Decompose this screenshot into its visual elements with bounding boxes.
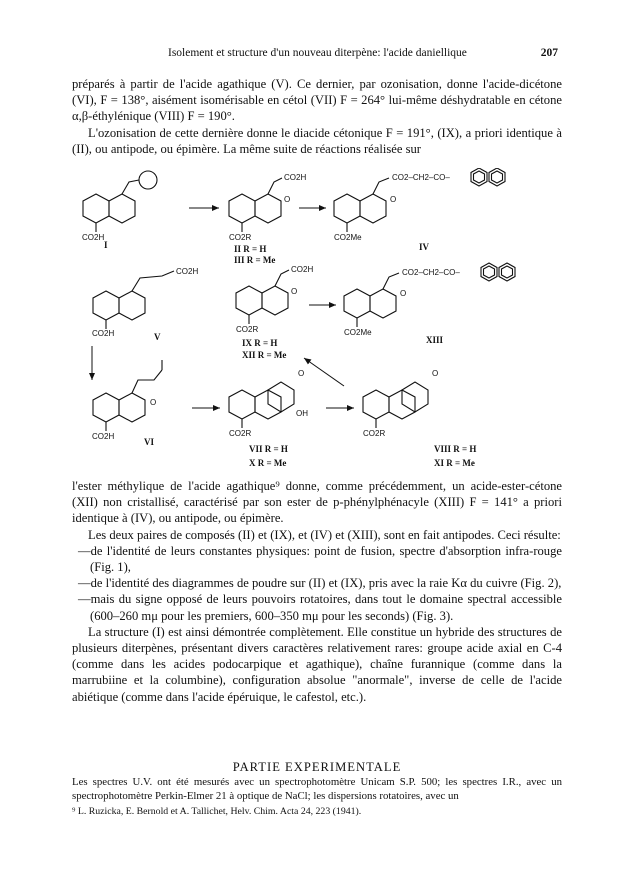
footnote: ⁹ L. Ruzicka, E. Bernold et A. Tallichet, Helv. Chim. Acta 24, 223 (1941). bbox=[72, 806, 362, 817]
co2r-group: CO2R bbox=[363, 429, 386, 438]
label-IV: IV bbox=[419, 242, 430, 252]
label-VII: VII R = H bbox=[249, 444, 288, 454]
o-group: O bbox=[284, 195, 291, 204]
running-header bbox=[88, 47, 558, 63]
running-title: Isolement et structure d'un nouveau diterpène: l'acide daniellique bbox=[168, 47, 467, 59]
o-group: O bbox=[432, 369, 439, 378]
co2r-group: CO2R bbox=[236, 325, 259, 334]
co2h-group: CO2H bbox=[176, 267, 199, 276]
label-XIII: XIII bbox=[426, 335, 444, 345]
label-III: III R = Me bbox=[234, 255, 276, 265]
experimental-paragraph: Les spectres U.V. ont été mesurés avec un spectrophotomètre Unicam S.P. 500; les spectres I.R., avec un spectrophotomètre Perkin-Elmer 21 à optique de NaCl; les dispersions rotatoires, avec un bbox=[72, 776, 562, 802]
ester-group: CO2–CH2–CO– bbox=[402, 268, 460, 277]
reason-2: —de l'identité des diagrammes de poudre sur (II) et (IX), pris avec la raie Kα du cuivre (Fig. 2), bbox=[78, 576, 562, 591]
o-group: O bbox=[291, 287, 298, 296]
compound-VI bbox=[92, 360, 162, 447]
co2r-group: CO2R bbox=[229, 233, 252, 242]
body-paragraph-1: l'ester méthylique de l'acide agathique⁹ donne, comme précédemment, un acide-ester-cétone (XII) non cristallisé, caractérisé par son ester de p-phénylphénacyle (XIII) F = 141° a priori identique à (IV), ou antipode, ou épimère. bbox=[72, 479, 562, 526]
co2h-group: CO2H bbox=[291, 265, 314, 274]
label-VI: VI bbox=[144, 437, 155, 447]
intro-paragraph-2: L'ozonisation de cette dernière donne le diacide cétonique F = 191°, (IX), a priori identique à (II), ou antipode, ou épimère. La même suite de réactions réalisée sur bbox=[72, 125, 562, 156]
label-IX: IX R = H bbox=[242, 338, 278, 348]
reason-3: —mais du signe opposé de leurs pouvoirs rotatoires, dans tout le domaine spectral accessible (600–260 mμ pour les premiers, 600–350 mμ pour les seconds) (Fig. 3). bbox=[78, 592, 562, 623]
o-group: O bbox=[390, 195, 397, 204]
scheme-svg bbox=[74, 168, 554, 472]
label-XII: XII R = Me bbox=[242, 350, 287, 360]
section-title: PARTIE EXPERIMENTALE bbox=[232, 760, 402, 774]
co2me-group: CO2Me bbox=[344, 328, 372, 337]
label-X: X R = Me bbox=[249, 458, 287, 468]
compound-I bbox=[82, 171, 157, 250]
co2me-group: CO2Me bbox=[334, 233, 362, 242]
label-I: I bbox=[104, 240, 108, 250]
co2h-group: CO2H bbox=[82, 233, 105, 242]
label-V: V bbox=[154, 332, 161, 342]
ester-group: CO2–CH2–CO– bbox=[392, 173, 450, 182]
compound-V bbox=[92, 267, 198, 342]
co2r-group: CO2R bbox=[229, 429, 252, 438]
compound-VII bbox=[229, 369, 308, 468]
intro-paragraph-1: préparés à partir de l'acide agathique (V). Ce dernier, par ozonisation, donne l'acide-dicétone (VI), F = 138°, aisément isomérisable en cétol (VII) F = 264° lui-même déshydratable en cétone α,β-éthylénique (VIII) F = 190°. bbox=[72, 77, 562, 124]
page-number: 207 bbox=[540, 47, 558, 59]
intro-text bbox=[72, 76, 562, 157]
co2h-group: CO2H bbox=[92, 329, 115, 338]
oh-group: OH bbox=[296, 409, 308, 418]
compound-XIII bbox=[344, 263, 515, 345]
body-text bbox=[72, 478, 562, 705]
body-paragraph-conclusion: La structure (I) est ainsi démontrée complètement. Elle constitue un hybride des structures de plusieurs diterpènes, présentant divers caractères relativement rares: groupe acide axial en C-4 (comme dans les acides podocarpique et agathique), chaîne furannique (comme dans la marrubiine et la columbine), configuration absolue "anormale", inverse de celle de l'acide abiétique (comme dans l'acide épéruique, le cafestol, etc.). bbox=[72, 624, 562, 704]
label-VIII: VIII R = H bbox=[434, 444, 477, 454]
compound-II bbox=[229, 173, 306, 265]
o-group: O bbox=[298, 369, 305, 378]
reaction-scheme bbox=[74, 168, 554, 472]
experimental-text bbox=[72, 776, 562, 803]
compound-IX bbox=[236, 265, 313, 360]
co2h-group: CO2H bbox=[284, 173, 307, 182]
co2h-group: CO2H bbox=[92, 432, 115, 441]
reason-1: —de l'identité de leurs constantes physiques: point de fusion, spectre d'absorption infra-rouge (Fig. 1), bbox=[78, 543, 562, 575]
o-group: O bbox=[150, 398, 157, 407]
compound-IV bbox=[334, 168, 505, 252]
label-XI: XI R = Me bbox=[434, 458, 475, 468]
label-II: II R = H bbox=[234, 244, 267, 254]
o-group: O bbox=[400, 289, 407, 298]
compound-VIII bbox=[363, 369, 476, 468]
body-paragraph-2: Les deux paires de composés (II) et (IX), et (IV) et (XIII), sont en fait antipodes. Ceci résulte: bbox=[88, 527, 561, 542]
